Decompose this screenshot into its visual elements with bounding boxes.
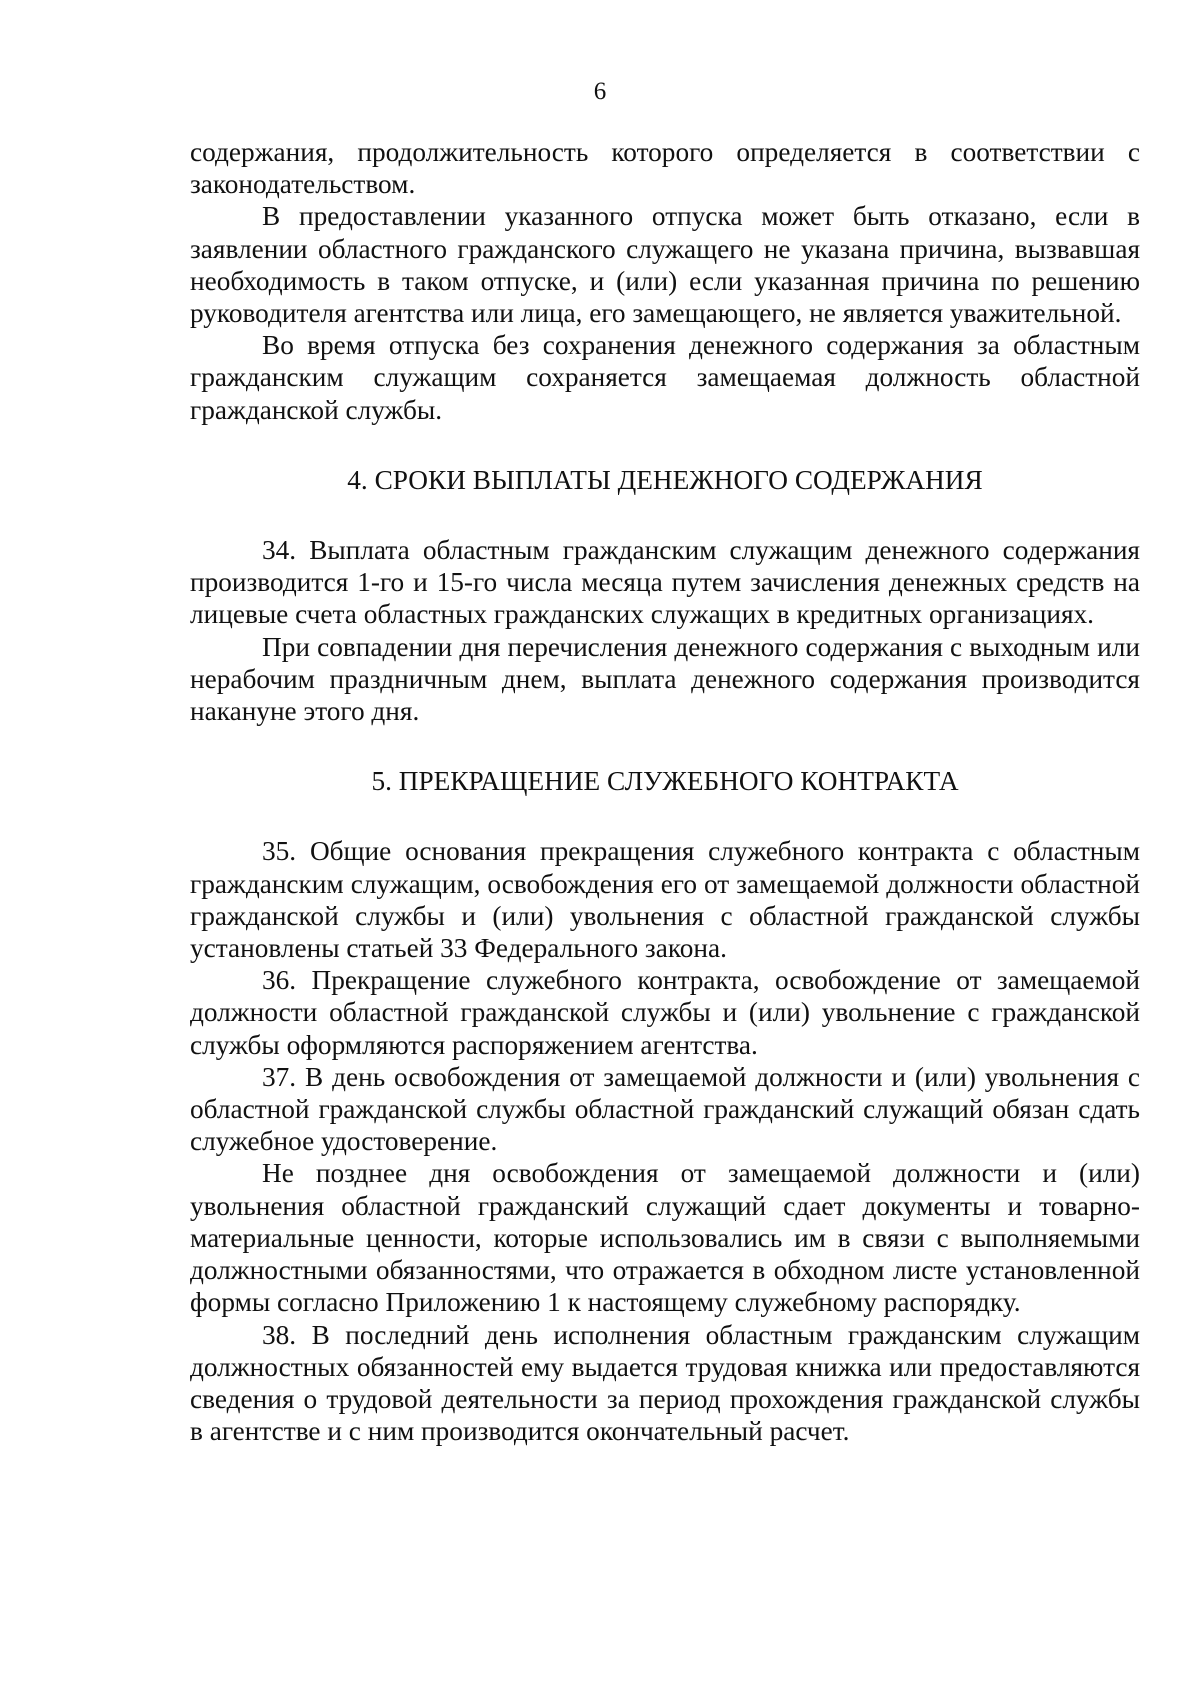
section-heading-contract-termination: 5. ПРЕКРАЩЕНИЕ СЛУЖЕБНОГО КОНТРАКТА <box>371 766 959 797</box>
page-number: 6 <box>593 78 607 105</box>
document-body <box>190 136 1140 1447</box>
paragraph-leave-refusal: В предоставлении указанного отпуска может быть отказано, если в заявлении областного гражданского служащего не указана причина, вызвавшая необходимость в таком отпуске, и (или) если указанная причина по решению руководителя агентства или лица, его замещающего, не является уважительной. <box>190 201 1140 329</box>
section-heading-payment-terms: 4. СРОКИ ВЫПЛАТЫ ДЕНЕЖНОГО СОДЕРЖАНИЯ <box>347 464 983 495</box>
paragraph-34-holiday: При совпадении дня перечисления денежного содержания с выходным или нерабочим праздничным днем, выплата денежного содержания производится накануне этого дня. <box>190 631 1140 727</box>
paragraph-37: 37. В день освобождения от замещаемой должности и (или) увольнения с областной гражданской службы областной гражданский служащий обязан сдать служебное удостоверение. <box>190 1061 1140 1157</box>
paragraph-position-retained: Во время отпуска без сохранения денежного содержания за областным гражданским служащим сохраняется замещаемая должность областной гражданской службы. <box>190 330 1140 425</box>
paragraph-36: 36. Прекращение служебного контракта, освобождение от замещаемой должности областной гражданской службы и (или) увольнение с гражданской службы оформляются распоряжением агентства. <box>190 965 1140 1060</box>
paragraph-leave-duration: содержания, продолжительность которого определяется в соответствии с законодательством. <box>190 137 1140 200</box>
paragraph-38: 38. В последний день исполнения областным гражданским служащим должностных обязанностей ему выдается трудовая книжка или предоставляются сведения о трудовой деятельности за период прохождения гражданской службы в агентстве и с ним производится окончательный расчет. <box>190 1319 1140 1447</box>
paragraph-34: 34. Выплата областным гражданским служащим денежного содержания производится 1-го и 15-го числа месяца путем зачисления денежных средств на лицевые счета областных гражданских служащих в кредитных организациях. <box>190 535 1140 630</box>
paragraph-37-documents: Не позднее дня освобождения от замещаемой должности и (или) увольнения областной гражданский служащий сдает документы и товарно-материальные ценности, которые использовались им в связи с выполняемыми должностными обязанностями, что отражается в обходном листе установленной формы согласно Приложению 1 к настоящему служебному распорядку. <box>190 1158 1140 1318</box>
paragraph-35: 35. Общие основания прекращения служебного контракта с областным гражданским служащим, освобождения его от замещаемой должности областной гражданской службы и (или) увольнения с областной гражданской службы установлены статьей 33 Федерального закона. <box>190 836 1140 964</box>
